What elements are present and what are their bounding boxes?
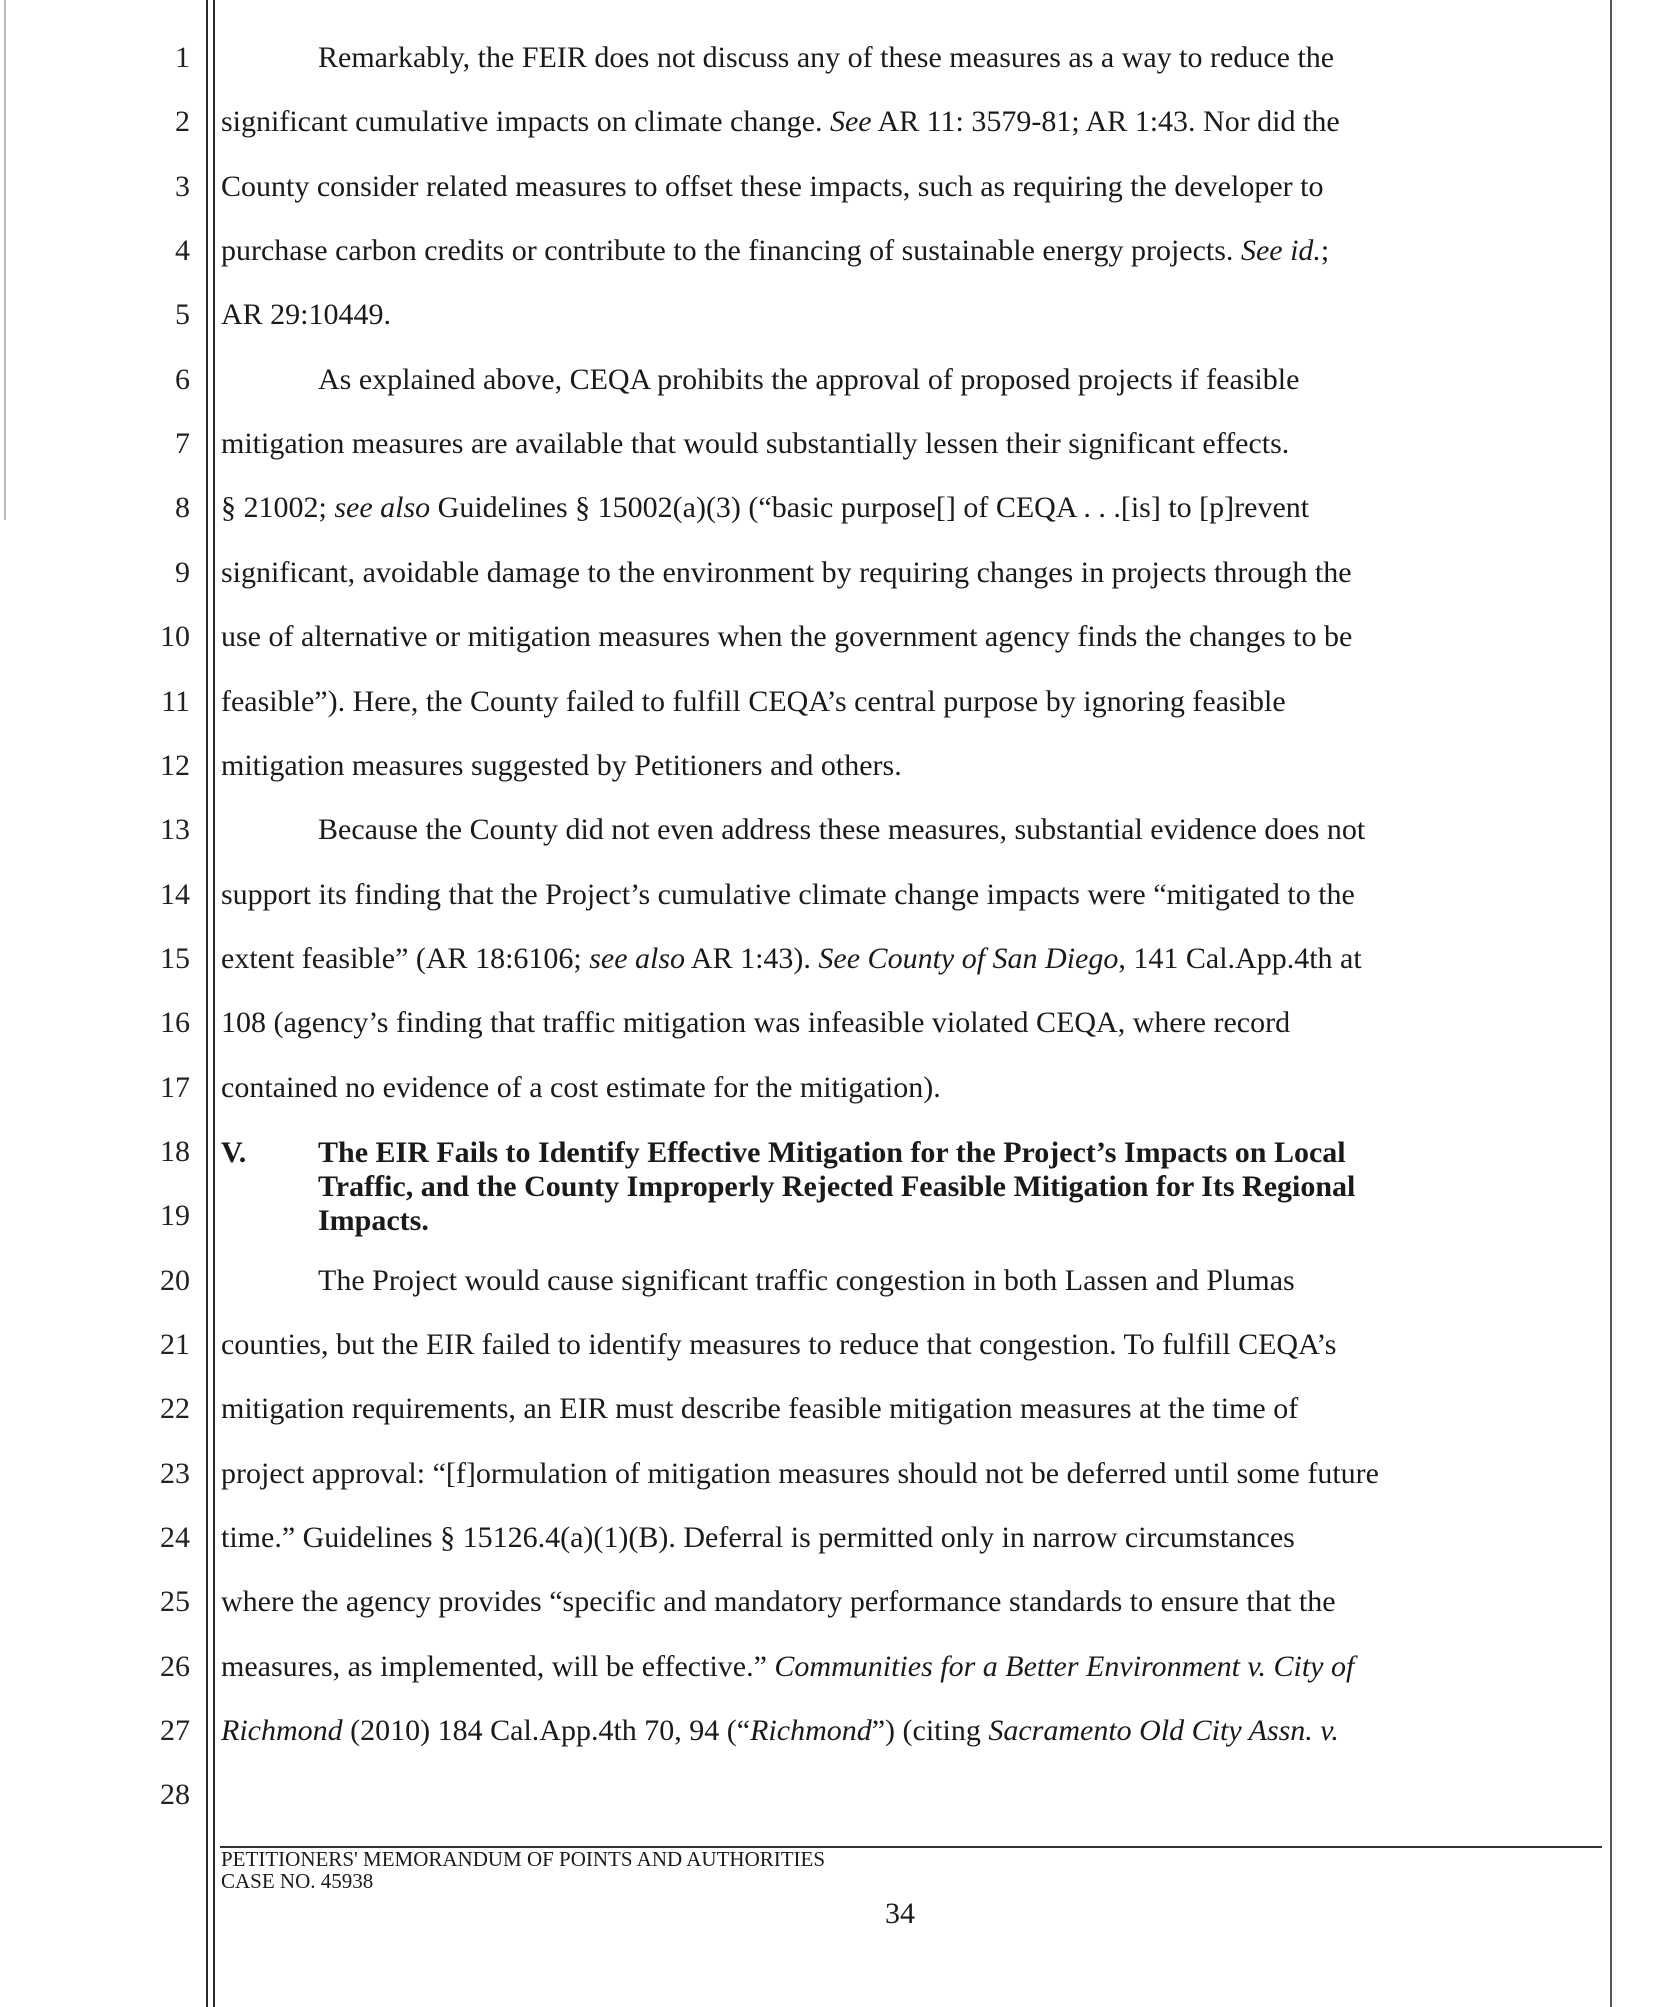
italic-text: See	[829, 105, 872, 138]
line-number: 8	[175, 491, 190, 524]
text-line	[221, 426, 1601, 462]
text-segment: As explained above, CEQA prohibits the approval of proposed projects if feasible	[318, 363, 1300, 396]
text-line	[221, 877, 1601, 913]
text-line	[221, 297, 1601, 333]
text-line	[221, 684, 1601, 720]
text-segment: counties, but the EIR failed to identify measures to reduce that congestion. To fulfill CEQA’s	[221, 1328, 1337, 1361]
section-heading-line-2: Traffic, and the County Improperly Rejected Feasible Mitigation for Its Regional	[318, 1170, 1356, 1203]
line-number: 16	[160, 1006, 190, 1039]
text-segment: AR 11: 3579-81; AR 1:43. Nor did the	[871, 105, 1340, 138]
text-segment: mitigation measures are available that would substantially lessen their significant effects.	[221, 427, 1290, 460]
italic-text: Sacramento Old City Assn. v.	[988, 1714, 1339, 1747]
line-number: 1	[175, 41, 190, 74]
italic-text: see also	[334, 491, 431, 524]
line-number: 12	[160, 749, 190, 782]
text-segment: where the agency provides “specific and mandatory performance standards to ensure that the	[221, 1585, 1336, 1618]
text-line	[221, 169, 1601, 205]
text-line	[221, 941, 1601, 977]
right-rule	[1610, 0, 1612, 2007]
text-line	[221, 1649, 1601, 1685]
text-line	[221, 619, 1601, 655]
text-segment: The Project would cause significant traffic congestion in both Lassen and Plumas	[318, 1264, 1295, 1297]
footer-document-title: PETITIONERS' MEMORANDUM OF POINTS AND AUTHORITIES	[221, 1847, 826, 1871]
line-number: 2	[175, 105, 190, 138]
text-line	[221, 748, 1601, 784]
text-segment: project approval: “[f]ormulation of mitigation measures should not be deferred until some future	[221, 1457, 1379, 1490]
text-segment: significant cumulative impacts on climate change.	[221, 105, 830, 138]
line-number: 3	[175, 170, 190, 203]
line-number: 18	[160, 1135, 190, 1168]
left-double-rule-inner	[213, 0, 215, 2007]
line-number: 13	[160, 813, 190, 846]
text-segment: significant, avoidable damage to the environment by requiring changes in projects through the	[221, 556, 1352, 589]
footer-case-number: CASE NO. 45938	[221, 1869, 374, 1893]
line-number: 28	[160, 1778, 190, 1811]
text-segment: purchase carbon credits or contribute to the financing of sustainable energy projects.	[221, 234, 1241, 267]
line-number: 22	[160, 1392, 190, 1425]
text-line	[221, 1005, 1601, 1041]
text-line	[221, 1584, 1601, 1620]
line-number: 21	[160, 1328, 190, 1361]
italic-text: Richmond	[221, 1714, 343, 1747]
line-number: 10	[160, 620, 190, 653]
line-number: 5	[175, 298, 190, 331]
text-segment: ;	[1320, 234, 1330, 267]
text-segment: support its finding that the Project’s cumulative climate change impacts were “mitigated to the	[221, 878, 1355, 911]
text-line	[318, 362, 1665, 398]
section-heading-number: V.	[221, 1136, 247, 1169]
text-segment: Guidelines § 15002(a)(3) (“basic purpose[] of CEQA . . .[is] to [p]revent	[430, 491, 1310, 524]
text-line	[221, 233, 1601, 269]
line-number: 20	[160, 1264, 190, 1297]
italic-text: See id.	[1240, 234, 1321, 267]
line-number: 7	[175, 427, 190, 460]
text-line	[221, 1713, 1601, 1749]
line-number: 14	[160, 878, 190, 911]
line-number: 24	[160, 1521, 190, 1554]
text-segment: feasible”). Here, the County failed to fulfill CEQA’s central purpose by ignoring feasible	[221, 685, 1286, 718]
text-segment: (2010) 184 Cal.App.4th 70, 94 (“	[342, 1714, 751, 1747]
line-number: 23	[160, 1457, 190, 1490]
text-segment: extent feasible” (AR 18:6106;	[221, 942, 590, 975]
text-segment: Remarkably, the FEIR does not discuss any of these measures as a way to reduce the	[318, 41, 1335, 74]
line-number: 26	[160, 1650, 190, 1683]
italic-text: Richmond	[750, 1714, 872, 1747]
italic-text: see also	[589, 942, 686, 975]
text-segment: , 141 Cal.App.4th at	[1118, 942, 1362, 975]
line-number: 4	[175, 234, 190, 267]
line-number: 9	[175, 556, 190, 589]
italic-text: See County of San Diego	[818, 942, 1119, 975]
text-segment: use of alternative or mitigation measures when the government agency finds the changes to be	[221, 620, 1353, 653]
text-segment: AR 29:10449.	[221, 298, 392, 331]
line-number: 19	[160, 1199, 190, 1232]
text-segment: 108 (agency’s finding that traffic mitigation was infeasible violated CEQA, where record	[221, 1006, 1291, 1039]
line-number: 15	[160, 942, 190, 975]
section-heading-line-3: Impacts.	[318, 1204, 429, 1237]
text-segment: mitigation requirements, an EIR must describe feasible mitigation measures at the time of	[221, 1392, 1299, 1425]
left-double-rule-outer	[206, 0, 208, 2007]
text-segment: Because the County did not even address these measures, substantial evidence does not	[318, 813, 1366, 846]
text-segment: AR 1:43).	[685, 942, 819, 975]
section-heading-line-1: The EIR Fails to Identify Effective Mitigation for the Project’s Impacts on Local	[318, 1136, 1346, 1169]
text-segment: measures, as implemented, will be effective.”	[221, 1650, 775, 1683]
text-line	[221, 490, 1601, 526]
text-line	[221, 1070, 1601, 1106]
line-number: 11	[161, 685, 190, 718]
text-line	[318, 812, 1665, 848]
text-segment: County consider related measures to offset these impacts, such as requiring the developer to	[221, 170, 1324, 203]
text-segment: time.” Guidelines § 15126.4(a)(1)(B). Deferral is permitted only in narrow circumstances	[221, 1521, 1295, 1554]
text-line	[221, 1520, 1601, 1556]
text-line	[221, 1456, 1601, 1492]
text-line	[221, 1327, 1601, 1363]
line-number: 6	[175, 363, 190, 396]
line-number: 17	[160, 1071, 190, 1104]
line-number: 27	[160, 1714, 190, 1747]
text-segment: mitigation measures suggested by Petitioners and others.	[221, 749, 902, 782]
text-line	[221, 1391, 1601, 1427]
text-line	[318, 40, 1665, 76]
text-segment: contained no evidence of a cost estimate for the mitigation).	[221, 1071, 941, 1104]
text-line	[318, 1263, 1665, 1299]
text-segment: ”) (citing	[871, 1714, 989, 1747]
italic-text: Communities for a Better Environment v. City of	[774, 1650, 1355, 1683]
line-number: 25	[160, 1585, 190, 1618]
page-number: 34	[885, 1897, 915, 1930]
text-line	[221, 555, 1601, 591]
text-segment: § 21002;	[221, 491, 335, 524]
text-line	[221, 104, 1601, 140]
